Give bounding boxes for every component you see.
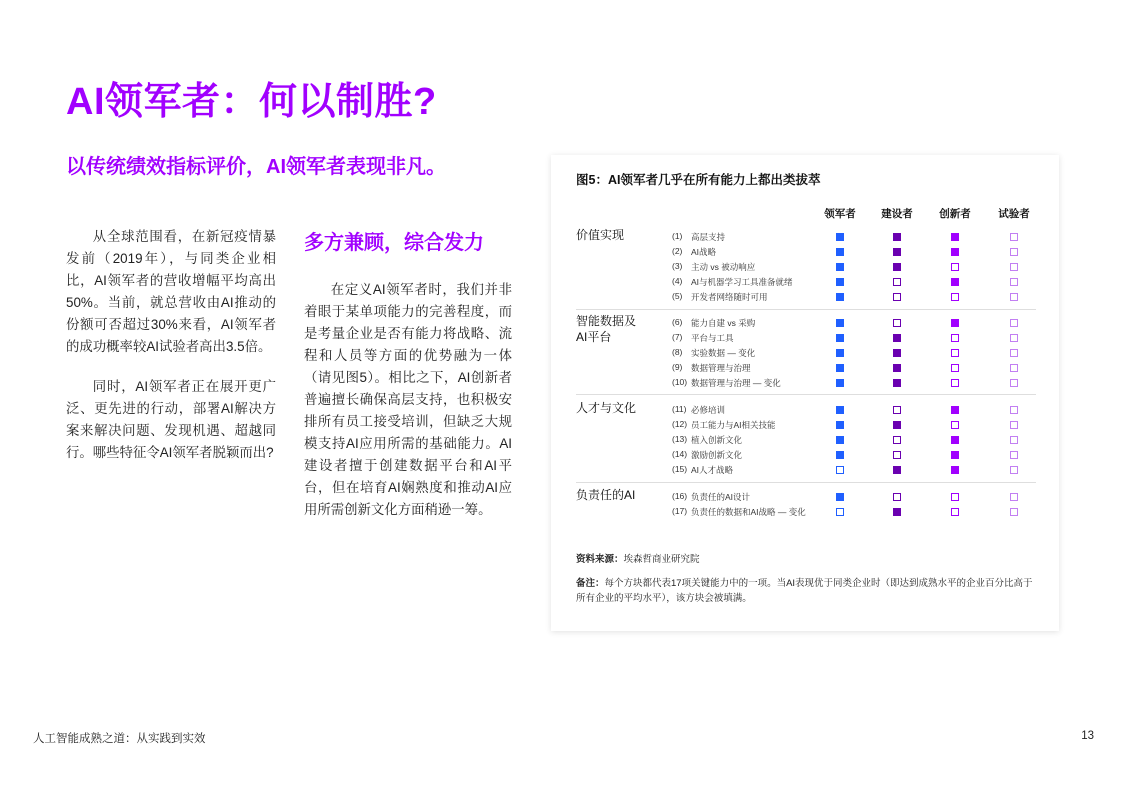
- page-subtitle: 以传统绩效指标评价，AI领军者表现非凡。: [66, 156, 446, 178]
- square-innovator-filled: [951, 451, 959, 459]
- square-experimenter-empty: [1010, 334, 1018, 342]
- group-name: 负责任的AI: [576, 488, 636, 502]
- section-heading: 多方兼顾，综合发力: [304, 232, 484, 254]
- square-experimenter-empty: [1010, 263, 1018, 271]
- square-innovator-filled: [951, 436, 959, 444]
- capability-number: (9): [672, 362, 683, 372]
- square-innovator-filled: [951, 406, 959, 414]
- square-builder-filled: [893, 349, 901, 357]
- square-experimenter-empty: [1010, 451, 1018, 459]
- square-innovator-filled: [951, 233, 959, 241]
- square-builder-filled: [893, 421, 901, 429]
- square-builder-filled: [893, 508, 901, 516]
- square-leader-filled: [836, 364, 844, 372]
- square-leader-filled: [836, 349, 844, 357]
- capability-label: 负责任的数据和AI战略 — 变化: [691, 507, 806, 517]
- square-innovator-empty: [951, 493, 959, 501]
- capability-label: 必修培训: [691, 405, 726, 415]
- text-column-right: [304, 226, 512, 539]
- square-experimenter-empty: [1010, 466, 1018, 474]
- square-builder-empty: [893, 436, 901, 444]
- square-builder-empty: [893, 278, 901, 286]
- footer-report-title: 人工智能成熟之道：从实践到实效: [33, 733, 206, 745]
- square-innovator-filled: [951, 248, 959, 256]
- square-leader-empty: [836, 508, 844, 516]
- capability-label: 数据管理与治理: [691, 363, 751, 373]
- figure-card: [551, 155, 1059, 631]
- square-builder-filled: [893, 248, 901, 256]
- square-leader-filled: [836, 493, 844, 501]
- square-innovator-empty: [951, 379, 959, 387]
- footnote: [576, 576, 1036, 606]
- square-leader-filled: [836, 379, 844, 387]
- square-builder-filled: [893, 466, 901, 474]
- square-leader-filled: [836, 319, 844, 327]
- square-leader-filled: [836, 293, 844, 301]
- capability-label: 激励创新文化: [691, 450, 743, 460]
- square-leader-filled: [836, 421, 844, 429]
- square-innovator-empty: [951, 293, 959, 301]
- capability-label: 开发者网络随时可用: [691, 292, 768, 302]
- square-builder-empty: [893, 293, 901, 301]
- capability-number: (12): [672, 419, 688, 429]
- source-label: 资料来源：: [576, 554, 624, 565]
- capability-label: 能力自建 vs 采购: [691, 318, 756, 328]
- capability-number: (7): [672, 332, 683, 342]
- capability-number: (1): [672, 231, 683, 241]
- capability-number: (15): [672, 464, 688, 474]
- column-header-leader: 领军者: [824, 208, 856, 220]
- capability-label: 数据管理与治理 — 变化: [691, 378, 781, 388]
- capability-number: (8): [672, 347, 683, 357]
- square-builder-empty: [893, 319, 901, 327]
- capability-number: (16): [672, 491, 688, 501]
- capability-number: (3): [672, 261, 683, 271]
- square-experimenter-empty: [1010, 233, 1018, 241]
- text-column-left: [66, 226, 276, 482]
- capability-number: (14): [672, 449, 688, 459]
- square-experimenter-empty: [1010, 319, 1018, 327]
- square-experimenter-empty: [1010, 493, 1018, 501]
- square-leader-filled: [836, 278, 844, 286]
- square-builder-filled: [893, 379, 901, 387]
- capability-label: 主动 vs 被动响应: [691, 262, 756, 272]
- capability-number: (5): [672, 291, 683, 301]
- capability-number: (2): [672, 246, 683, 256]
- group-separator: [576, 394, 1036, 395]
- square-builder-filled: [893, 233, 901, 241]
- square-innovator-empty: [951, 421, 959, 429]
- square-experimenter-empty: [1010, 364, 1018, 372]
- square-innovator-empty: [951, 334, 959, 342]
- page-title: AI领军者：何以制胜?: [66, 81, 437, 123]
- capability-label: 植入创新文化: [691, 435, 743, 445]
- note-text: 每个方块都代表17项关键能力中的一项。当AI表现优于同类企业时（即达到成熟水平的企业百分比高于所有企业的平均水平），该方块会被填满。: [576, 578, 1033, 604]
- square-experimenter-empty: [1010, 278, 1018, 286]
- column-header-builder: 建设者: [881, 208, 913, 220]
- square-experimenter-empty: [1010, 436, 1018, 444]
- group-name: 智能数据及AI平台: [576, 314, 637, 344]
- square-leader-empty: [836, 466, 844, 474]
- square-innovator-filled: [951, 278, 959, 286]
- square-experimenter-empty: [1010, 421, 1018, 429]
- square-innovator-empty: [951, 263, 959, 271]
- square-leader-filled: [836, 436, 844, 444]
- square-builder-filled: [893, 364, 901, 372]
- capability-number: (10): [672, 377, 688, 387]
- capability-label: AI人才战略: [691, 465, 734, 475]
- capability-label: AI与机器学习工具准备就绪: [691, 277, 793, 287]
- column-header-experimenter: 试验者: [998, 208, 1030, 220]
- note-label: 备注：: [576, 578, 605, 589]
- capability-number: (17): [672, 506, 688, 516]
- capability-number: (4): [672, 276, 683, 286]
- square-builder-empty: [893, 451, 901, 459]
- square-innovator-empty: [951, 349, 959, 357]
- figure-title: 图5：AI领军者几乎在所有能力上都出类拔萃: [576, 173, 821, 187]
- square-innovator-filled: [951, 466, 959, 474]
- group-name: 价值实现: [576, 228, 625, 242]
- group-separator: [576, 482, 1036, 483]
- paragraph: 在定义AI领军者时，我们并非着眼于某单项能力的完善程度，而是考量企业是否有能力将战略、流程和人员等方面的优势融为一体（请见图5）。相比之下，AI创新者普遍擅长确保高层支持，也积极安排所有员工接受培训，但缺乏大规模支持AI应用所需的基础能力。AI建设者擅于创建数据平台和AI平台，但在培育AI娴熟度和推动AI应用所需创新文化方面稍逊一筹。: [304, 282, 512, 517]
- group-name: 人才与文化: [576, 401, 637, 415]
- group-separator: [576, 309, 1036, 310]
- square-leader-filled: [836, 451, 844, 459]
- square-builder-filled: [893, 263, 901, 271]
- square-experimenter-empty: [1010, 248, 1018, 256]
- capability-label: 平台与工具: [691, 333, 734, 343]
- paragraph: 同时，AI领军者正在展开更广泛、更先进的行动，部署AI解决方案来解决问题、发现机遇、超越同行。哪些特征令AI领军者脱颖而出?: [66, 379, 276, 460]
- capability-number: (6): [672, 317, 683, 327]
- source-text: 埃森哲商业研究院: [623, 554, 700, 565]
- square-innovator-empty: [951, 364, 959, 372]
- square-leader-filled: [836, 248, 844, 256]
- square-experimenter-empty: [1010, 406, 1018, 414]
- capability-label: 负责任的AI设计: [691, 492, 751, 502]
- column-header-innovator: 创新者: [939, 208, 971, 220]
- page-number: 13: [1081, 730, 1094, 742]
- square-innovator-empty: [951, 508, 959, 516]
- square-leader-filled: [836, 406, 844, 414]
- paragraph: 从全球范围看，在新冠疫情暴发前（2019年），与同类企业相比，AI领军者的营收增幅平均高出50%。当前，就总营收由AI推动的份额可否超过30%来看，AI领军者的成功概率较AI试验者高出3.5倍。: [66, 229, 276, 354]
- source-note: [576, 551, 700, 565]
- capability-number: (11): [672, 404, 687, 414]
- square-experimenter-empty: [1010, 349, 1018, 357]
- square-builder-empty: [893, 406, 901, 414]
- square-builder-empty: [893, 493, 901, 501]
- square-innovator-filled: [951, 319, 959, 327]
- capability-number: (13): [672, 434, 688, 444]
- square-experimenter-empty: [1010, 293, 1018, 301]
- square-builder-filled: [893, 334, 901, 342]
- capability-label: 高层支持: [691, 232, 726, 242]
- square-leader-filled: [836, 233, 844, 241]
- square-leader-filled: [836, 334, 844, 342]
- square-leader-filled: [836, 263, 844, 271]
- square-experimenter-empty: [1010, 379, 1018, 387]
- capability-label: 员工能力与AI相关技能: [691, 420, 776, 430]
- capability-label: 实验数据 — 变化: [691, 348, 756, 358]
- square-experimenter-empty: [1010, 508, 1018, 516]
- capability-label: AI战略: [691, 247, 717, 257]
